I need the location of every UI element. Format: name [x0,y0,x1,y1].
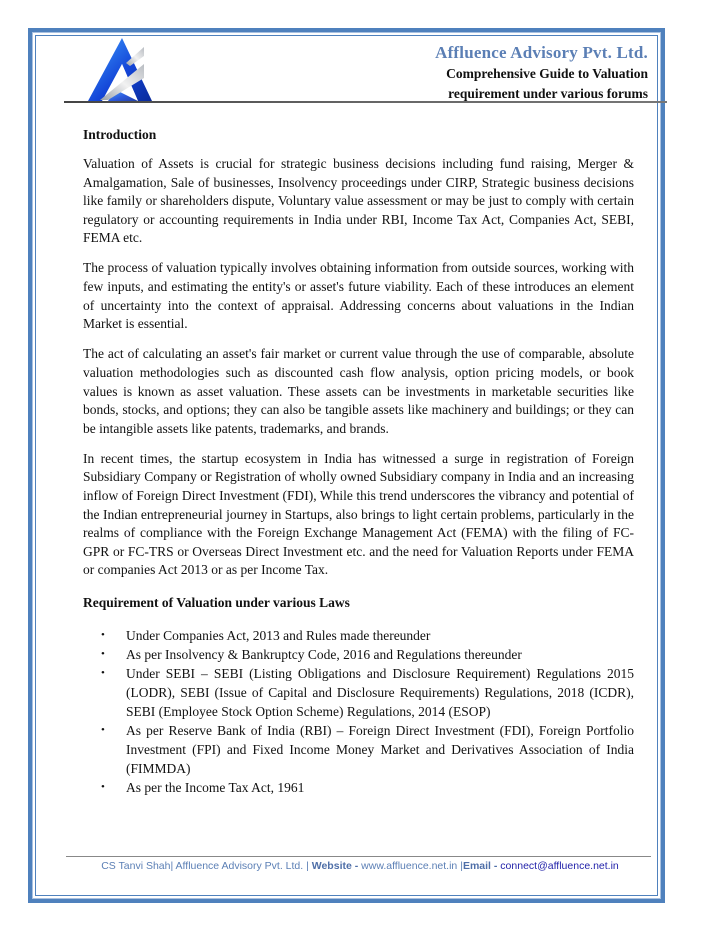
list-item-text: As per Insolvency & Bankruptcy Code, 2016 and Regulations thereunder [126,646,522,662]
brand-name: Affluence Advisory Pvt. Ltd. [435,43,648,62]
list-item-text: As per the Income Tax Act, 1961 [126,779,305,795]
intro-paragraph-4: In recent times, the startup ecosystem in India has witnessed a surge in registration of Foreign Subsidiary Company or Registration of wholly owned Subsidiary company in India and an increasing inflow of Foreign Direct Investment (FDI), While this trend underscores the vibrancy and potential of the Indian entrepreneurial journey in Startups, also brings to light certain problems, particularly in the realms of compliance with the Foreign Exchange Management Act (FEMA) with the filing of FC-GPR or FC-TRS or Overseas Direct Investment etc. and the need for Valuation Reports under FEMA or companies Act 2013 or as per Income Tax. [83,450,634,578]
intro-paragraph-2: The process of valuation typically involves obtaining information from outside sources, working with few inputs, and estimating the entity's or asset's future viability. Each of these introduces an element of uncertainty into the context of appraisal. Addressing concerns about valuations in the Indian Market is essential. [83,260,634,332]
document-subtitle [388,64,648,104]
bullet-icon: • [101,628,105,641]
requirements-list [83,626,634,797]
footer-author: CS Tanvi Shah| Affluence Advisory Pvt. Ltd. | [101,860,312,872]
footer-website-label: Website - [311,860,362,872]
bullet-icon: • [101,647,105,660]
list-item [101,626,634,645]
list-item [101,778,634,797]
footer-separator: | [457,860,463,872]
bullet-icon: • [101,780,105,793]
subtitle-line-2: requirement under various forums [448,86,648,101]
list-item-text: Under Companies Act, 2013 and Rules made thereunder [126,627,431,643]
list-item [101,721,634,778]
page-footer [0,860,720,872]
requirements-heading: Requirement of Valuation under various Laws [83,594,350,610]
affluence-logo-icon [86,38,156,102]
list-item-text: As per Reserve Bank of India (RBI) – Foreign Direct Investment (FDI), Foreign Portfolio Investment (FPI) and Fixed Income Money Market and Derivatives Association of India (FIMMDA) [126,722,634,776]
list-item [101,645,634,664]
footer-email-link[interactable]: connect@affluence.net.in [500,860,619,872]
footer-email-label: Email - [462,860,501,872]
bullet-icon: • [101,723,105,736]
footer-website-link[interactable]: www.affluence.net.in [361,860,458,872]
introduction-heading: Introduction [83,127,157,142]
document-body [83,126,634,797]
intro-paragraph-3: The act of calculating an asset's fair market or current value through the use of comparable, absolute valuation methodologies such as discounted cash flow analysis, option pricing models, or book values is known as asset valuation. These assets can be investments in marketable securities like bonds, stocks, and options; they can also be tangible assets like machinery and buildings; or they can be intangible assets like patents, trademarks, and brands. [83,346,634,436]
intro-paragraph-1: Valuation of Assets is crucial for strategic business decisions including fund raising, Merger & Amalgamation, Sale of businesses, Insolvency proceedings under CIRP, Strategic business decisions like family or shareholders dispute, Voluntary value assessment or may be just to comply with certain regulatory or accounting requirements in India under RBI, Income Tax Act, Companies Act, SEBI, FEMA etc. [83,156,634,246]
list-item [101,664,634,721]
bullet-icon: • [101,666,105,679]
footer-divider [66,856,651,857]
subtitle-line-1: Comprehensive Guide to Valuation [446,66,648,81]
list-item-text: Under SEBI – SEBI (Listing Obligations and Disclosure Requirement) Regulations 2015 (LODR), SEBI (Issue of Capital and Disclosure Requirements) Regulations, 2018 (ICDR), SEBI (Employee Stock Option Scheme) Regulations, 2014 (ESOP) [126,665,634,719]
